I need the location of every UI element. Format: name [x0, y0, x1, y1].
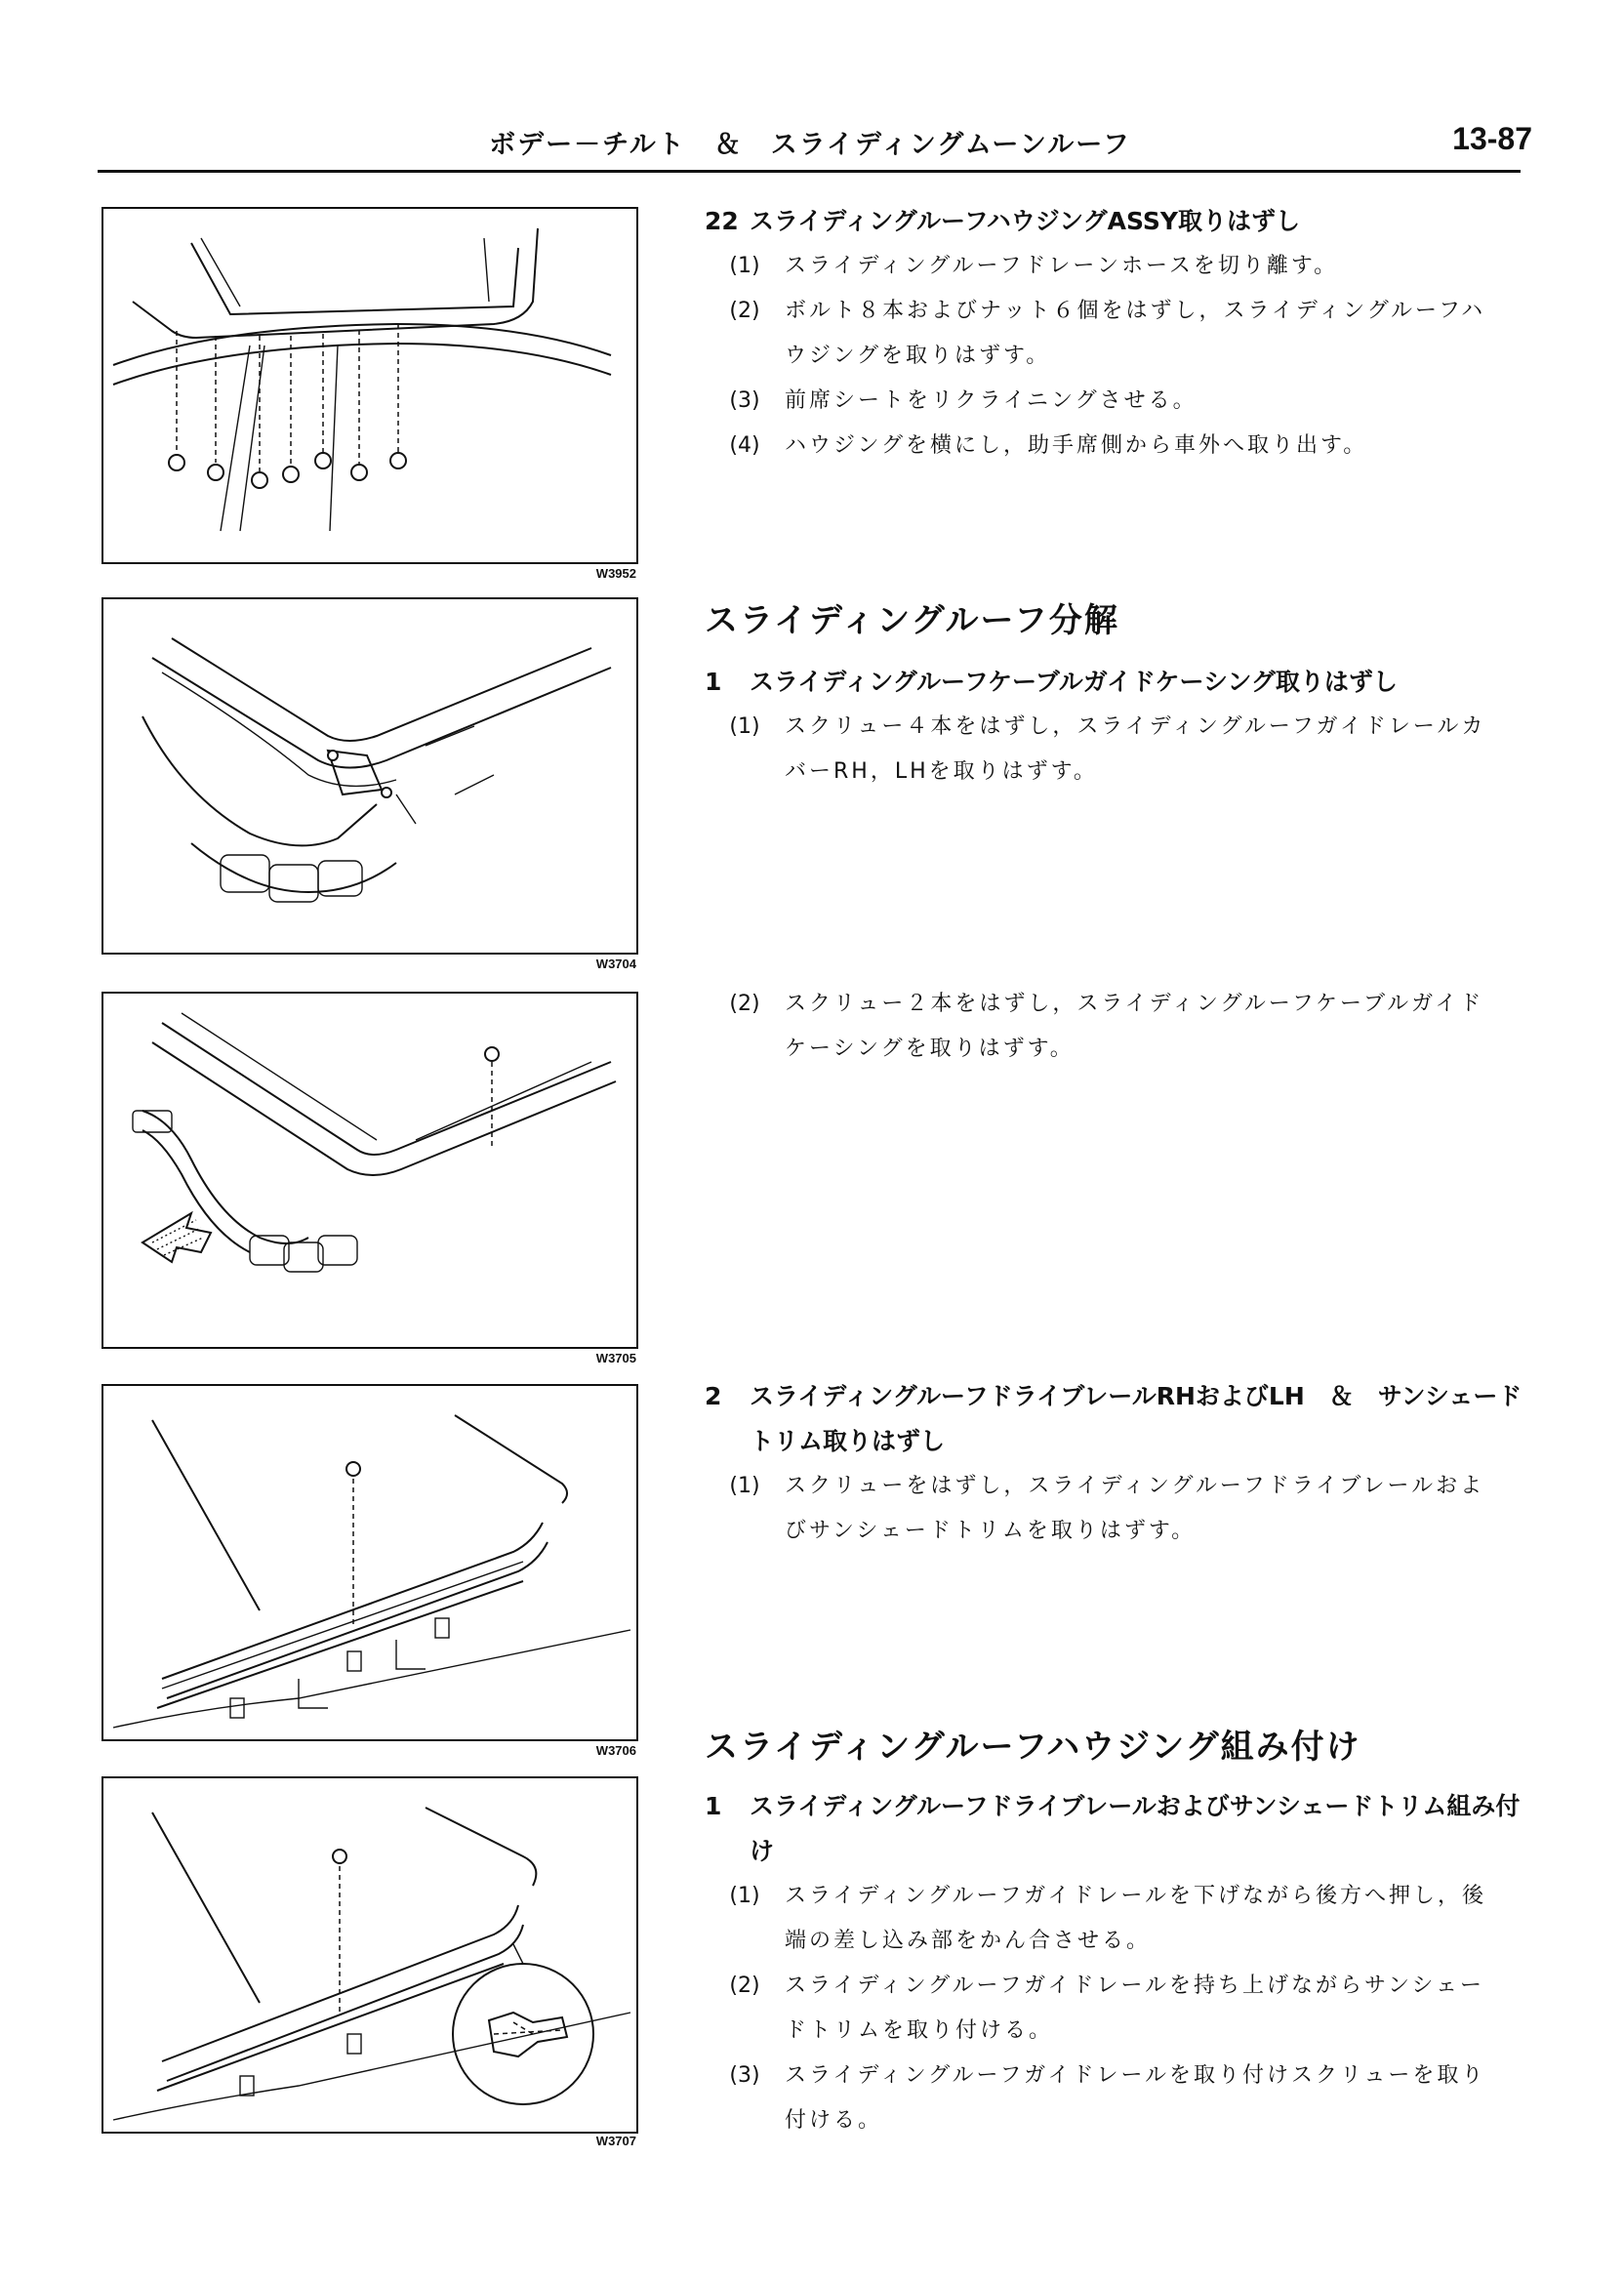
housing-bolts-illustration	[103, 209, 636, 562]
disassembly-item-2-heading	[705, 1374, 1530, 1464]
cable-guide-casing-illustration	[103, 599, 636, 953]
item-title: スライディングルーフハウジングASSY取りはずし	[750, 207, 1300, 235]
step: (1) スライディングルーフガイドレールを下げながら後方へ押し，後端の差し込み部をかん合させる。	[729, 1884, 1487, 1953]
step: (2) ボルト８本およびナット６個をはずし，スライディングルーフハウジングを取りはずす。	[729, 299, 1486, 368]
section-title-assembly: スライディングルーフハウジング組み付け	[705, 1728, 1361, 1767]
figure-housing-bolts	[102, 207, 638, 564]
step: (3) スライディングルーフガイドレールを取り付けスクリューを取り付ける。	[729, 2063, 1486, 2133]
step: (4) ハウジングを横にし，助手席側から車外へ取り出す。	[729, 433, 1368, 458]
item-number: 22	[705, 207, 739, 235]
item-22-heading	[705, 199, 1530, 244]
section-title-disassembly: スライディングルーフ分解	[705, 601, 1119, 640]
item-number: 1	[705, 668, 722, 696]
step: (3) 前席シートをリクライニングさせる。	[729, 388, 1198, 413]
step: (2) スクリュー２本をはずし，スライディングルーフケーブルガイドケーシングを取りはずす。	[729, 992, 1484, 1061]
page-number: 13-87	[1452, 121, 1532, 156]
step: (2) スライディングルーフガイドレールを持ち上げながらサンシェードトリムを取り付ける。	[729, 1974, 1484, 2043]
item-title: スライディングルーフドライブレールRHおよびLH ＆ サンシェードトリム取りはずし	[750, 1382, 1522, 1455]
figure-code: W3705	[595, 1351, 636, 1365]
step: (1) スクリューをはずし，スライディングルーフドライブレールおよびサンシェードトリムを取りはずす。	[729, 1474, 1485, 1543]
figure-code: W3706	[595, 1743, 636, 1758]
item-title: スライディングルーフケーブルガイドケーシング取りはずし	[750, 668, 1398, 696]
figure-code: W3952	[595, 566, 636, 581]
item-number: 1	[705, 1792, 722, 1820]
figure-drive-rail-assembly	[102, 1776, 638, 2134]
figure-code: W3707	[595, 2134, 636, 2148]
figure-cable-removal	[102, 992, 638, 1349]
cable-removal-illustration	[103, 994, 636, 1347]
figure-cable-guide-casing	[102, 597, 638, 955]
figure-code: W3704	[595, 957, 636, 971]
figure-drive-rail	[102, 1384, 638, 1741]
item-number: 2	[705, 1382, 722, 1410]
disassembly-item-1-heading	[705, 660, 1530, 705]
assembly-item-1-heading	[705, 1784, 1530, 1874]
step: (1) スクリュー４本をはずし，スライディングルーフガイドレールカバーRH，LHを取りはずす。	[729, 714, 1486, 784]
direction-arrow-icon	[142, 1213, 211, 1262]
bolt-icons	[169, 453, 406, 488]
step: (1) スライディングルーフドレーンホースを切り離す。	[729, 254, 1339, 278]
drive-rail-illustration	[103, 1386, 636, 1739]
drive-rail-assembly-illustration	[103, 1778, 636, 2132]
item-title: スライディングルーフドライブレールおよびサンシェードトリム組み付け	[750, 1792, 1521, 1865]
detail-magnifier	[453, 1964, 593, 2104]
page-header-title: ボデー－チルト ＆ スライディングムーンルーフ	[489, 130, 1131, 160]
header-rule	[98, 170, 1521, 173]
